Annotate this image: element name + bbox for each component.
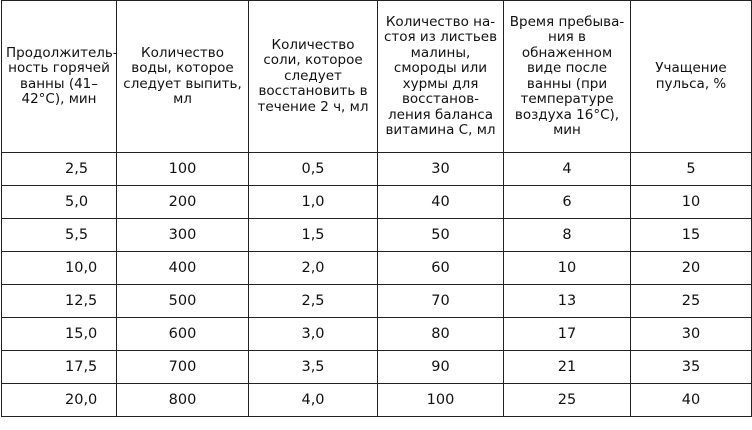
table-row [2, 285, 752, 318]
cell-pulse-increase: 25 [631, 285, 752, 318]
cell-exposure-time: 6 [504, 186, 631, 219]
cell-water-amount: 300 [117, 219, 249, 252]
cell-exposure-time: 4 [504, 153, 631, 186]
cell-water-amount: 100 [117, 153, 249, 186]
cell-salt-amount: 1,0 [249, 186, 378, 219]
cell-exposure-time: 25 [504, 384, 631, 417]
table-row [2, 153, 752, 186]
cell-water-amount: 400 [117, 252, 249, 285]
cell-water-amount: 500 [117, 285, 249, 318]
header-exposure-time: Время пребыва-ния в обнаженном виде после ванны (при температуре воздуха 16°C), мин [504, 1, 631, 153]
header-row [2, 1, 752, 153]
cell-bath-duration: 20,0 [2, 384, 117, 417]
header-water-amount: Количество воды, которое следует выпить, мл [117, 1, 249, 153]
cell-pulse-increase: 15 [631, 219, 752, 252]
cell-pulse-increase: 40 [631, 384, 752, 417]
cell-infusion-amount: 40 [378, 186, 504, 219]
cell-pulse-increase: 10 [631, 186, 752, 219]
cell-water-amount: 800 [117, 384, 249, 417]
cell-infusion-amount: 30 [378, 153, 504, 186]
header-salt-amount: Количество соли, которое следует восстановить в течение 2 ч, мл [249, 1, 378, 153]
table-row [2, 252, 752, 285]
table-row [2, 384, 752, 417]
cell-salt-amount: 2,0 [249, 252, 378, 285]
cell-pulse-increase: 35 [631, 351, 752, 384]
table-row [2, 318, 752, 351]
cell-exposure-time: 10 [504, 252, 631, 285]
cell-infusion-amount: 80 [378, 318, 504, 351]
header-infusion-amount: Количество на-стоя из листьев малины, смороды или хурмы для восстанов-ления баланса витамина C, мл [378, 1, 504, 153]
cell-infusion-amount: 50 [378, 219, 504, 252]
table-body [2, 153, 752, 417]
table-row [2, 186, 752, 219]
cell-salt-amount: 3,0 [249, 318, 378, 351]
cell-bath-duration: 10,0 [2, 252, 117, 285]
table-header [2, 1, 752, 153]
cell-bath-duration: 12,5 [2, 285, 117, 318]
cell-infusion-amount: 100 [378, 384, 504, 417]
cell-infusion-amount: 70 [378, 285, 504, 318]
cell-infusion-amount: 90 [378, 351, 504, 384]
cell-salt-amount: 0,5 [249, 153, 378, 186]
header-bath-duration: Продолжитель-ность горячей ванны (41–42°C), мин [2, 1, 117, 153]
cell-exposure-time: 8 [504, 219, 631, 252]
header-pulse-increase: Учащение пульса, % [631, 1, 752, 153]
cell-infusion-amount: 60 [378, 252, 504, 285]
cell-water-amount: 200 [117, 186, 249, 219]
cell-salt-amount: 1,5 [249, 219, 378, 252]
cell-exposure-time: 13 [504, 285, 631, 318]
cell-salt-amount: 2,5 [249, 285, 378, 318]
cell-bath-duration: 15,0 [2, 318, 117, 351]
cell-pulse-increase: 30 [631, 318, 752, 351]
cell-bath-duration: 2,5 [2, 153, 117, 186]
cell-exposure-time: 21 [504, 351, 631, 384]
cell-pulse-increase: 20 [631, 252, 752, 285]
cell-bath-duration: 5,5 [2, 219, 117, 252]
cell-water-amount: 700 [117, 351, 249, 384]
cell-bath-duration: 17,5 [2, 351, 117, 384]
cell-salt-amount: 3,5 [249, 351, 378, 384]
table-row [2, 219, 752, 252]
cell-pulse-increase: 5 [631, 153, 752, 186]
cell-water-amount: 600 [117, 318, 249, 351]
table-row [2, 351, 752, 384]
cell-salt-amount: 4,0 [249, 384, 378, 417]
cell-exposure-time: 17 [504, 318, 631, 351]
bath-data-table [1, 0, 752, 417]
cell-bath-duration: 5,0 [2, 186, 117, 219]
